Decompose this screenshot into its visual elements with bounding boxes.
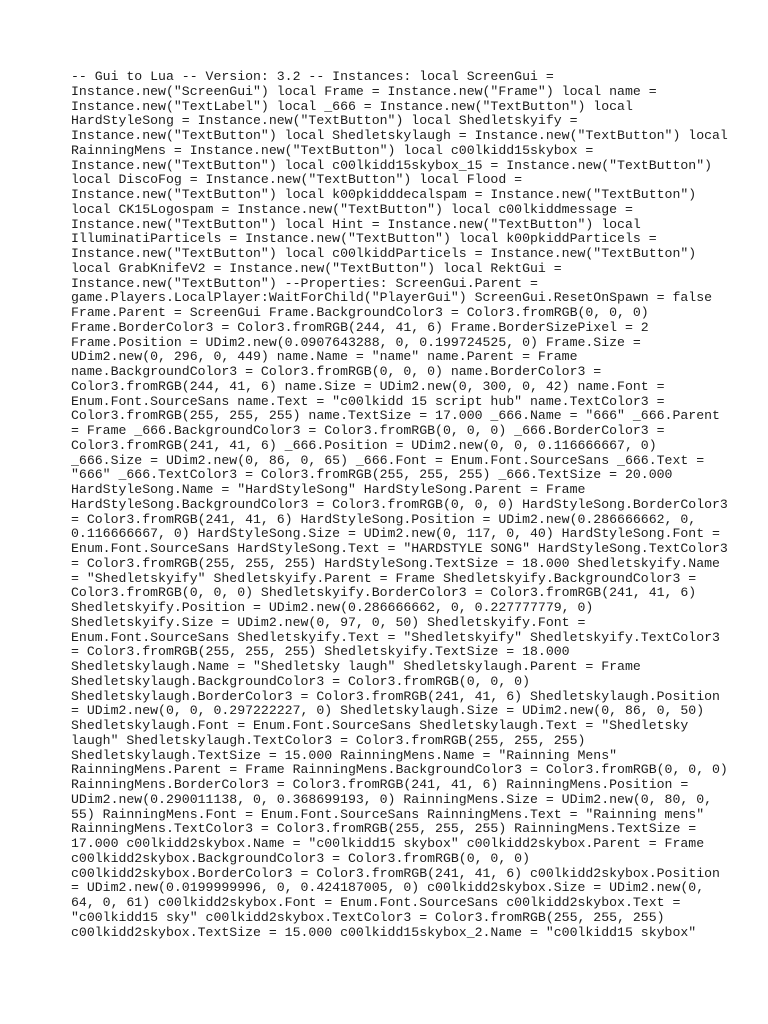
- code-line: Enum.Font.SourceSans name.Text = "c00lkidd 15 script hub" name.TextColor3 =: [71, 393, 665, 409]
- code-line: local CK15Logospam = Instance.new("TextButton") local c00lkiddmessage =: [71, 201, 633, 217]
- code-line: Color3.fromRGB(241, 41, 6) _666.Position = UDim2.new(0, 0, 0.116666667, 0): [71, 437, 657, 453]
- code-line: Frame.BorderColor3 = Color3.fromRGB(244, 41, 6) Frame.BorderSizePixel = 2: [71, 319, 649, 335]
- code-line: Instance.new("TextButton") local k00pkidddecalspam = Instance.new("TextButton"): [71, 187, 697, 202]
- code-line: Shedletskylaugh.BorderColor3 = Color3.fromRGB(241, 41, 6) Shedletskylaugh.Position: [71, 688, 720, 704]
- code-line: = UDim2.new(0.0199999996, 0, 0.424187005, 0) c00lkidd2skybox.Size = UDim2.new(0,: [71, 880, 705, 896]
- code-line: c00lkidd2skybox.BorderColor3 = Color3.fromRGB(241, 41, 6) c00lkidd2skybox.Position: [71, 865, 720, 881]
- code-line: Color3.fromRGB(0, 0, 0) Shedletskyify.BorderColor3 = Color3.fromRGB(241, 41, 6): [71, 585, 697, 601]
- code-line: game.Players.LocalPlayer:WaitForChild("PlayerGui") ScreenGui.ResetOnSpawn = false: [71, 290, 713, 306]
- code-line: 0.116666667, 0) HardStyleSong.Size = UDim2.new(0, 117, 0, 40) HardStyleSong.Font =: [71, 526, 720, 542]
- code-line: Instance.new("ScreenGui") local Frame = Instance.new("Frame") local name =: [71, 83, 657, 99]
- code-line: Shedletskylaugh.Font = Enum.Font.SourceSans Shedletskylaugh.Text = "Shedletsky: [71, 718, 689, 733]
- code-line: _666.Size = UDim2.new(0, 86, 0, 65) _666.Font = Enum.Font.SourceSans _666.Text =: [71, 452, 705, 468]
- code-line: local GrabKnifeV2 = Instance.new("TextButton") local RektGui =: [71, 260, 562, 276]
- code-line: RainningMens = Instance.new("TextButton") local c00lkidd15skybox =: [71, 142, 594, 158]
- code-line: Shedletskylaugh.BackgroundColor3 = Color3.fromRGB(0, 0, 0): [71, 673, 530, 689]
- code-line: "666" _666.TextColor3 = Color3.fromRGB(255, 255, 255) _666.TextSize = 20.000: [71, 467, 673, 483]
- code-line: Instance.new("TextLabel") local _666 = Instance.new("TextButton") local: [71, 98, 633, 114]
- code-line: Shedletskyify.Size = UDim2.new(0, 97, 0, 50) Shedletskyify.Font =: [71, 614, 586, 630]
- code-line: c00lkidd2skybox.TextSize = 15.000 c00lkidd15skybox_2.Name = "c00lkidd15 skybox": [71, 924, 697, 940]
- code-line: Color3.fromRGB(255, 255, 255) name.TextSize = 17.000 _666.Name = "666" _666.Parent: [71, 408, 720, 424]
- code-line: name.BackgroundColor3 = Color3.fromRGB(0, 0, 0) name.BorderColor3 =: [71, 364, 602, 379]
- code-line: "c00lkidd15 sky" c00lkidd2skybox.TextColor3 = Color3.fromRGB(255, 255, 255): [71, 909, 665, 925]
- code-line: Shedletskylaugh.TextSize = 15.000 RainningMens.Name = "Rainning Mens": [71, 747, 618, 763]
- code-line: 55) RainningMens.Font = Enum.Font.SourceSans RainningMens.Text = "Rainning mens": [71, 806, 705, 822]
- code-line: HardStyleSong.Name = "HardStyleSong" HardStyleSong.Parent = Frame: [71, 482, 586, 497]
- code-line: = Frame _666.BackgroundColor3 = Color3.fromRGB(0, 0, 0) _666.BorderColor3 =: [71, 423, 665, 438]
- code-line: UDim2.new(0, 296, 0, 449) name.Name = "name" name.Parent = Frame: [71, 349, 578, 365]
- code-line: = "Shedletskyify" Shedletskyify.Parent = Frame Shedletskyify.BackgroundColor3 =: [71, 570, 697, 586]
- code-line: Instance.new("TextButton") local Hint = Instance.new("TextButton") local: [71, 216, 641, 232]
- code-line: UDim2.new(0.290011138, 0, 0.368699193, 0) RainningMens.Size = UDim2.new(0, 80, 0,: [71, 791, 713, 807]
- code-line: HardStyleSong = Instance.new("TextButton") local Shedletskyify =: [71, 113, 578, 129]
- code-line: = Color3.fromRGB(241, 41, 6) HardStyleSong.Position = UDim2.new(0.286666662, 0,: [71, 511, 697, 527]
- code-line: Color3.fromRGB(244, 41, 6) name.Size = UDim2.new(0, 300, 0, 42) name.Font =: [71, 378, 665, 394]
- code-line: 64, 0, 61) c00lkidd2skybox.Font = Enum.Font.SourceSans c00lkidd2skybox.Text =: [71, 895, 681, 910]
- code-line: Shedletskylaugh.Name = "Shedletsky laugh" Shedletskylaugh.Parent = Frame: [71, 659, 641, 674]
- code-line: local DiscoFog = Instance.new("TextButton") local Flood =: [71, 172, 523, 188]
- code-line: RainningMens.Parent = Frame RainningMens.BackgroundColor3 = Color3.fromRGB(0, 0, 0): [71, 762, 728, 778]
- code-line: -- Gui to Lua -- Version: 3.2 -- Instances: local ScreenGui =: [71, 69, 554, 84]
- code-line: Instance.new("TextButton") local Shedletskylaugh = Instance.new("TextButton") local: [71, 128, 728, 143]
- code-line: Frame.Parent = ScreenGui Frame.BackgroundColor3 = Color3.fromRGB(0, 0, 0): [71, 305, 649, 320]
- lua-script-text: [71, 69, 728, 940]
- code-line: HardStyleSong.BackgroundColor3 = Color3.fromRGB(0, 0, 0) HardStyleSong.BorderColor3: [71, 496, 728, 512]
- code-line: Instance.new("TextButton") local c00lkidd15skybox_15 = Instance.new("TextButton"): [71, 157, 713, 173]
- code-line: Frame.Position = UDim2.new(0.0907643288, 0, 0.199724525, 0) Frame.Size =: [71, 334, 641, 350]
- code-line: Instance.new("TextButton") --Properties: ScreenGui.Parent =: [71, 275, 538, 291]
- code-line: c00lkidd2skybox.BackgroundColor3 = Color3.fromRGB(0, 0, 0): [71, 850, 530, 866]
- code-line: Shedletskyify.Position = UDim2.new(0.286666662, 0, 0.227777779, 0): [71, 600, 594, 615]
- code-line: laugh" Shedletskylaugh.TextColor3 = Color3.fromRGB(255, 255, 255): [71, 732, 586, 748]
- code-line: IlluminatiParticels = Instance.new("TextButton") local k00pkiddParticels =: [71, 231, 657, 247]
- code-line: Instance.new("TextButton") local c00lkiddParticels = Instance.new("TextButton"): [71, 246, 697, 261]
- code-line: Enum.Font.SourceSans Shedletskyify.Text = "Shedletskyify" Shedletskyify.TextColor3: [71, 629, 720, 645]
- code-line: 17.000 c00lkidd2skybox.Name = "c00lkidd15 skybox" c00lkidd2skybox.Parent = Frame: [71, 836, 705, 851]
- code-line: RainningMens.BorderColor3 = Color3.fromRGB(241, 41, 6) RainningMens.Position =: [71, 777, 689, 792]
- code-line: = UDim2.new(0, 0, 0.297222227, 0) Shedletskylaugh.Size = UDim2.new(0, 86, 0, 50): [71, 703, 705, 719]
- code-line: RainningMens.TextColor3 = Color3.fromRGB(255, 255, 255) RainningMens.TextSize =: [71, 821, 697, 837]
- code-line: Enum.Font.SourceSans HardStyleSong.Text = "HARDSTYLE SONG" HardStyleSong.TextColor3: [71, 541, 728, 556]
- code-line: = Color3.fromRGB(255, 255, 255) Shedletskyify.TextSize = 18.000: [71, 644, 570, 660]
- code-line: = Color3.fromRGB(255, 255, 255) HardStyleSong.TextSize = 18.000 Shedletskyify.Name: [71, 555, 720, 571]
